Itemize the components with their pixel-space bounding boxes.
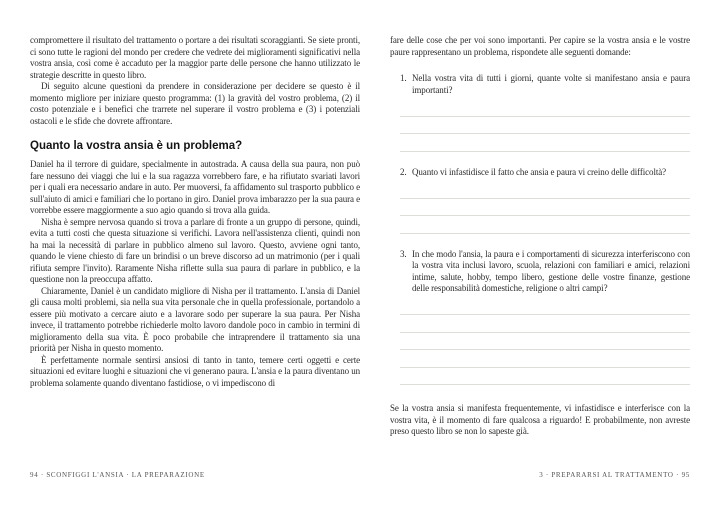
question-text: Quanto vi infastidisce il fatto che ansia e paura vi creino delle difficoltà? (412, 166, 667, 177)
answer-line (400, 333, 690, 351)
answer-lines-group (400, 99, 690, 152)
left-page (30, 35, 360, 389)
question-text: Nella vostra vita di tutti i giorni, quante volte si manifestano ansia e paura importanti? (412, 73, 690, 95)
answer-line (400, 315, 690, 333)
right-page (390, 35, 690, 438)
question-number: 1. (400, 73, 407, 83)
paragraph: Chiaramente, Daniel è un candidato migliore di Nisha per il trattamento. L'ansia di Daniel gli causa molti problemi, sia nella sua vita personale che in quella professionale, portandolo a essere più motivato a cercare aiuto e a lavorare sodo per superare la sua paura. Per Nisha invece, il trattamento potrebbe richiederle molto lavoro dandole poco in cambio in termini di miglioramento della sua vita. È poco probabile che intraprendere il trattamento sia una priorità per Nisha in questo momento. (30, 285, 360, 353)
answer-line (400, 368, 690, 386)
answer-line (400, 134, 690, 152)
question-item (400, 249, 690, 386)
question-number: 2. (400, 166, 407, 177)
question-text-row (400, 249, 690, 295)
question-number: 3. (400, 248, 407, 259)
paragraph: Se la vostra ansia si manifesta frequentemente, vi infastidisce e interferisce con la vostra vita, è il momento di fare qualcosa a riguardo! E probabilmente, non avreste preso questo libro se non lo sapeste già. (390, 403, 690, 436)
paragraph: fare delle cose che per voi sono importanti. Per capire se la vostra ansia e le vostre paure rappresentano un problema, rispondete alle seguenti domande: (390, 35, 690, 57)
answer-line (400, 298, 690, 316)
section-heading: Quanto la vostra ansia è un problema? (30, 140, 243, 152)
answer-line (400, 99, 690, 117)
question-item (400, 73, 690, 152)
answer-lines-group (400, 181, 690, 234)
paragraph: Di seguito alcune questioni da prendere in considerazione per decidere se questo è il momento migliore per iniziare questo programma: (1) la gravità del vostro problema, (2) il costo potenziale e i benefici che trarrete nel superare il vostro problema e (3) i potenziali ostacoli e le sfide che dovrete affrontare. (30, 81, 360, 126)
answer-line (400, 350, 690, 368)
answer-lines-group (400, 298, 690, 386)
paragraph: Nisha è sempre nervosa quando si trova a parlare di fronte a un gruppo di persone, quindi, evita a tutti costi che questa situazione si verifichi. Lavora nell'assistenza clienti, quindi non ha mai la necessità di parlare in pubblico almeno sul lavoro. Questo, avviene ogni tanto, quando le viene chiesto di fare un brindisi o un breve discorso ad un matrimonio (per i quali rifiuta sempre l'invito). Raramente Nisha riflette sulla sua paura di parlare in pubblico, e la questione non la preoccupa affatto. (30, 216, 360, 284)
paragraph: compromettere il risultato del trattamento o portare a dei risultati scoraggianti. Se siete pronti, ci sono tutte le ragioni del mondo per credere che vedrete dei miglioramenti significativi nella vostra ansia, così come è accaduto per la maggior parte delle persone che hanno utilizzato le strategie descritte in questo libro. (30, 35, 360, 80)
questions-list (400, 73, 690, 385)
answer-line (400, 216, 690, 234)
question-text-row (400, 73, 690, 96)
paragraph: È perfettamente normale sentirsi ansiosi di tanto in tanto, temere certi oggetti e certe situazioni ed evitare luoghi e situazioni che vi generano paura. L'ansia e la paura diventano un problema solamente quando diventano fastidiose, o vi impediscono di (30, 354, 360, 388)
paragraph: Daniel ha il terrore di guidare, specialmente in autostrada. A causa della sua paura, non può fare nessuno dei viaggi che lui e la sua ragazza vorrebbero fare, e ha rifiutato svariati lavori per i quali era necessario andare in auto. Per muoversi, fa affidamento sul trasporto pubblico e sull'aiuto di amici e familiari che lo portano in giro. Daniel prova imbarazzo per la sua paura e vorrebbe essere maggiormente a suo agio quando si trova alla guida. (30, 159, 360, 215)
running-footer-right: 3 · PREPARARSI AL TRATTAMENTO · 95 (539, 471, 690, 479)
question-text: In che modo l'ansia, la paura e i comportamenti di sicurezza interferiscono con la vostra vita inclusi lavoro, scuola, relazioni con familiari e amici, relazioni intime, salute, hobby, tempo libero, gestione delle vostre finanze, gestione delle responsabilità domestiche, religione o altri campi? (412, 248, 690, 293)
answer-line (400, 117, 690, 135)
answer-line (400, 199, 690, 217)
running-footer-left: 94 · SCONFIGGI L'ANSIA · LA PREPARAZIONE (30, 471, 205, 479)
question-text-row (400, 167, 690, 179)
question-item (400, 167, 690, 234)
answer-line (400, 181, 690, 199)
